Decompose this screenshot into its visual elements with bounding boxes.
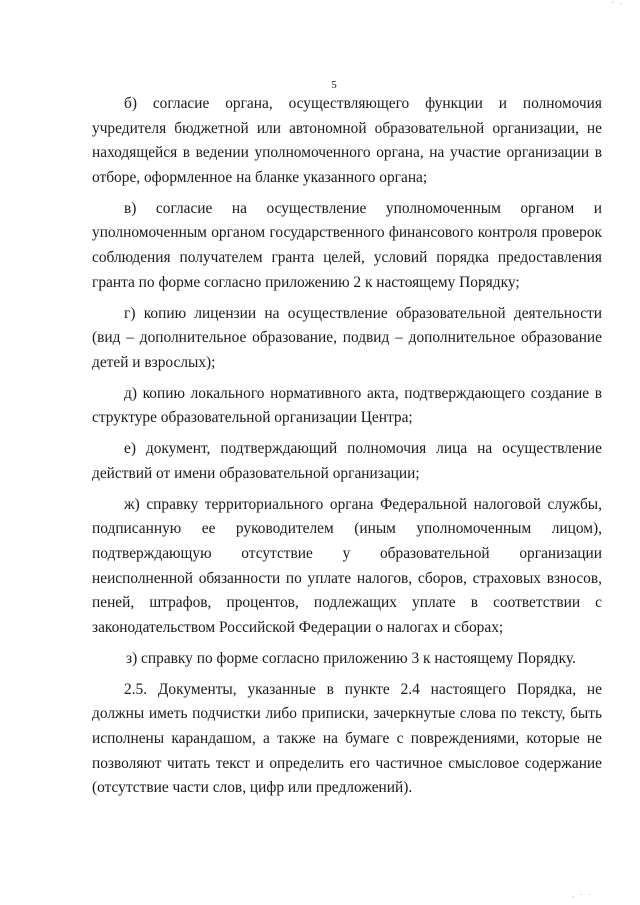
paragraph-2-5: 2.5. Документы, указанные в пункте 2.4 настоящего Порядка, не должны иметь подчистки либо приписки, зачеркнутые слова по тексту, быть исполнены карандашом, а также на бумаге с повреждениями, которые не позволяют читать текст и определить его частичное смысловое содержание (отсутствие части слов, цифр или предложений). [92, 680, 602, 797]
paragraph-e: е) документ, подтверждающий полномочия лица на осуществление действий от имени образовательной организации; [92, 440, 602, 482]
scan-mark-bottom: , · · [572, 891, 594, 899]
paragraph-b: б) согласие органа, осуществляющего функции и полномочия учредителя бюджетной или автономной образовательной организации, не находящейся в ведении уполномоченного органа, на участие организации в отборе, оформленное на бланке указанного органа; [92, 95, 602, 186]
paragraph-v: в) согласие на осуществление уполномоченным органом и уполномоченным органом государственного финансового контроля проверок соблюдения получателем гранта целей, условий порядка предоставления гранта по форме согласно приложению 2 к настоящему Порядку; [92, 199, 602, 291]
document-body [92, 92, 602, 801]
scan-mark-top: ' · [612, 0, 625, 8]
page-number: 5 [331, 79, 337, 91]
paragraph-d: д) копию локального нормативного акта, подтверждающего создание в структуре образовательной организации Центра; [92, 384, 602, 427]
paragraph-z: з) справку по форме согласно приложению 3 к настоящему Порядку. [126, 649, 576, 667]
paragraph-zh: ж) справку территориального органа Федеральной налоговой службы, подписанную ее руководителем (иным уполномоченным лицом), подтверждающую отсутствие у образовательной организации неисполненной обязанности по уплате налогов, сборов, страховых взносов, пеней, штрафов, процентов, подлежащих уплате в соответствии с законодательством Российской Федерации о налогах и сборах; [92, 495, 602, 636]
paragraph-g: г) копию лицензии на осуществление образовательной деятельности (вид – дополнительное образование, подвид – дополнительное образование детей и взрослых); [92, 304, 602, 371]
